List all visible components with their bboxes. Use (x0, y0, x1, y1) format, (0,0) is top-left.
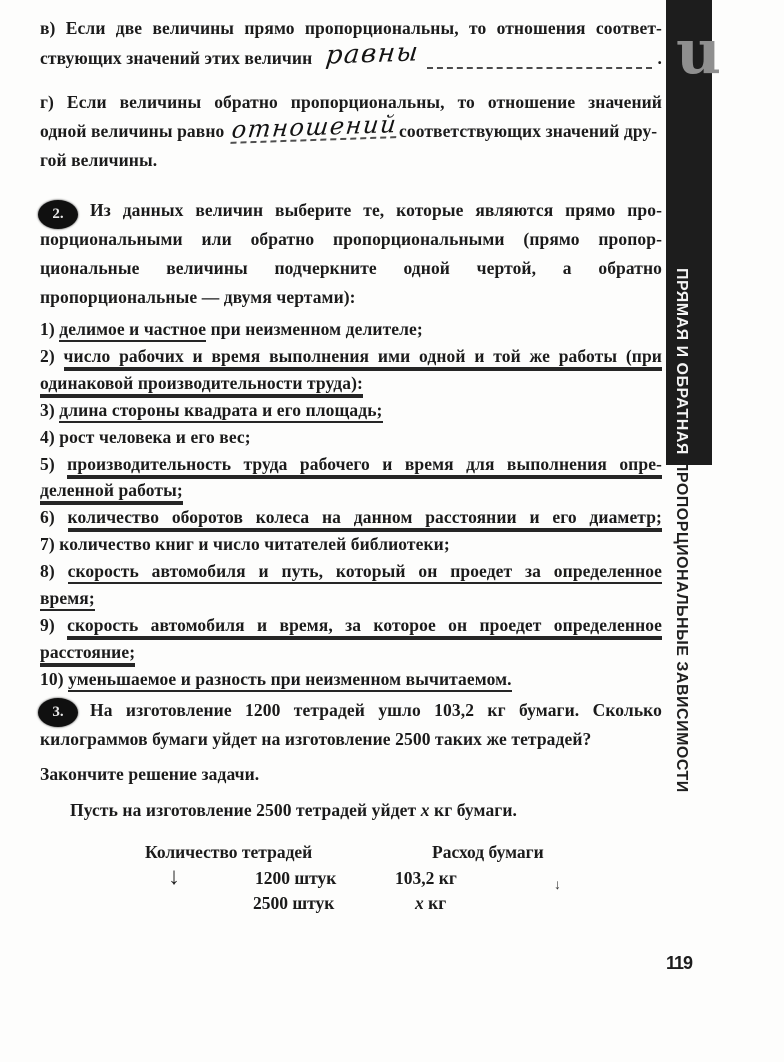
text-segment: килограммов бумаги уйдет на изготовление 2500 таких же тетрадей? (40, 729, 592, 749)
text-segment: . (657, 48, 662, 68)
text-segment: циональные величины подчеркните одной чертой, а обратно (40, 258, 662, 278)
text-segment: пропорциональные — двумя чертами): (40, 287, 356, 307)
text-line (40, 283, 662, 312)
text-segment: 3) (40, 399, 60, 420)
text-line (40, 696, 662, 725)
chapter-title-vertical (672, 268, 690, 793)
table-cell-qty-2: 2500 штук (253, 893, 335, 913)
text-segment: Закончите решение задачи. (40, 764, 260, 784)
text-line (40, 14, 662, 43)
task-3-finish-label (40, 760, 662, 789)
down-arrow-icon: ↓ (554, 878, 561, 893)
text-line (40, 451, 662, 478)
student-underlined-text: время; (40, 588, 95, 611)
text-segment: кг бумаги. (429, 800, 518, 820)
fill-in-v (40, 14, 662, 74)
student-underlined-text: деленной работы; (40, 480, 183, 501)
text-segment: порциональными или обратно пропорциональными (прямо пропор- (40, 229, 662, 249)
task-3-let-line (40, 796, 662, 825)
student-underlined-text: скорость автомобиля и время, за которое он проедет определенное (67, 614, 662, 635)
text-segment: ствующих значений этих величин (40, 48, 313, 68)
text-line (40, 558, 662, 585)
text-line (40, 477, 662, 504)
table-cell-paper-2 (415, 893, 446, 914)
student-underlined-text: делимое и частное (59, 319, 206, 342)
answer-blank-line (427, 65, 651, 69)
text-segment: 7) количество книг и число читателей библиотеки; (40, 534, 450, 555)
task-3-text (40, 696, 662, 754)
text-segment: при неизменном делителе; (206, 319, 423, 339)
text-line (40, 725, 662, 754)
text-segment: 1) (40, 319, 60, 339)
text-segment: в) Если две величины прямо пропорциональны, то отношения соответ- (40, 18, 662, 38)
task-3-badge: 3. (38, 698, 78, 727)
proportion-table (40, 840, 660, 930)
variable-x: x (415, 893, 424, 913)
text-line (40, 424, 662, 451)
student-underlined-text: расстояние; (40, 641, 136, 662)
text-line (40, 146, 662, 175)
text-segment: 10) (40, 668, 69, 689)
text-segment: г) Если величины обратно пропорциональны, то отношение значений (40, 92, 662, 112)
text-line (40, 612, 662, 639)
text-segment: 6) (40, 507, 68, 528)
text-segment: 2) (40, 345, 64, 366)
text-line (40, 639, 662, 666)
student-underlined-text: длина стороны квадрата и его площадь; (59, 400, 382, 423)
task-2-badge: 2. (38, 200, 78, 229)
text-segment: 8) (40, 561, 68, 582)
student-underlined-text: число рабочих и время выполнения ими одной и той же работы (при (63, 345, 662, 366)
down-arrow-icon: ↓ (168, 864, 180, 890)
table-header-right: Расход бумаги (432, 842, 544, 862)
fill-in-g-answer-line (40, 110, 662, 146)
unit-label: кг (423, 893, 447, 913)
text-segment: одной величины равно (40, 121, 225, 141)
text-line (40, 196, 662, 225)
text-segment: гой величины. (40, 150, 158, 170)
fill-in-v-answer-line (40, 37, 662, 74)
text-line (40, 343, 662, 370)
student-underlined-text: скорость автомобиля и путь, который он проедет за определенное (68, 561, 662, 584)
text-segment: Пусть на изготовление 2500 тетрадей уйдет (70, 800, 421, 820)
chapter-title-part2: ПРОПОРЦИОНАЛЬНЫЕ ЗАВИСИМОСТИ (673, 454, 690, 793)
fill-in-g (40, 88, 662, 175)
text-segment: 5) (40, 453, 68, 474)
text-line (40, 316, 662, 343)
text-line (40, 666, 662, 693)
text-line (40, 531, 662, 558)
text-line (40, 225, 662, 254)
watermark-letter: u (676, 15, 722, 88)
student-underlined-text: уменьшаемое и разность при неизменном вычитаемом. (68, 669, 511, 692)
text-line (40, 397, 662, 424)
text-segment: Из данных величин выберите те, которые являются прямо про- (90, 200, 662, 220)
text-segment: соответствующих значений дру- (398, 121, 658, 141)
text-line (40, 254, 662, 283)
text-line (40, 796, 662, 825)
text-segment: 4) рост человека и его вес; (40, 426, 251, 447)
text-line (40, 585, 662, 612)
task-2-list (40, 316, 662, 693)
table-cell-qty-1: 1200 штук (255, 868, 337, 888)
chapter-title-part1: ПРЯМАЯ И ОБРАТНАЯ (673, 268, 690, 455)
handwritten-answer: отношений (230, 110, 400, 144)
text-segment: На изготовление 1200 тетрадей ушло 103,2 кг бумаги. Сколько (90, 700, 662, 720)
table-cell-paper-1: 103,2 кг (395, 868, 457, 888)
text-segment: 9) (40, 614, 68, 635)
handwritten-answer: равны (324, 37, 422, 71)
text-line (40, 504, 662, 531)
page-number: 119 (666, 953, 693, 973)
student-underlined-text: одинаковой производительности труда): (40, 372, 363, 393)
student-underlined-text: производительность труда рабочего и время для выполнения опре- (67, 453, 662, 474)
text-segment: x (420, 800, 430, 820)
task-2-intro (40, 196, 662, 312)
student-underlined-text: количество оборотов колеса на данном расстоянии и его диаметр; (67, 507, 662, 528)
text-line (40, 370, 662, 397)
text-line (40, 760, 662, 789)
table-header-left: Количество тетрадей (145, 842, 313, 862)
